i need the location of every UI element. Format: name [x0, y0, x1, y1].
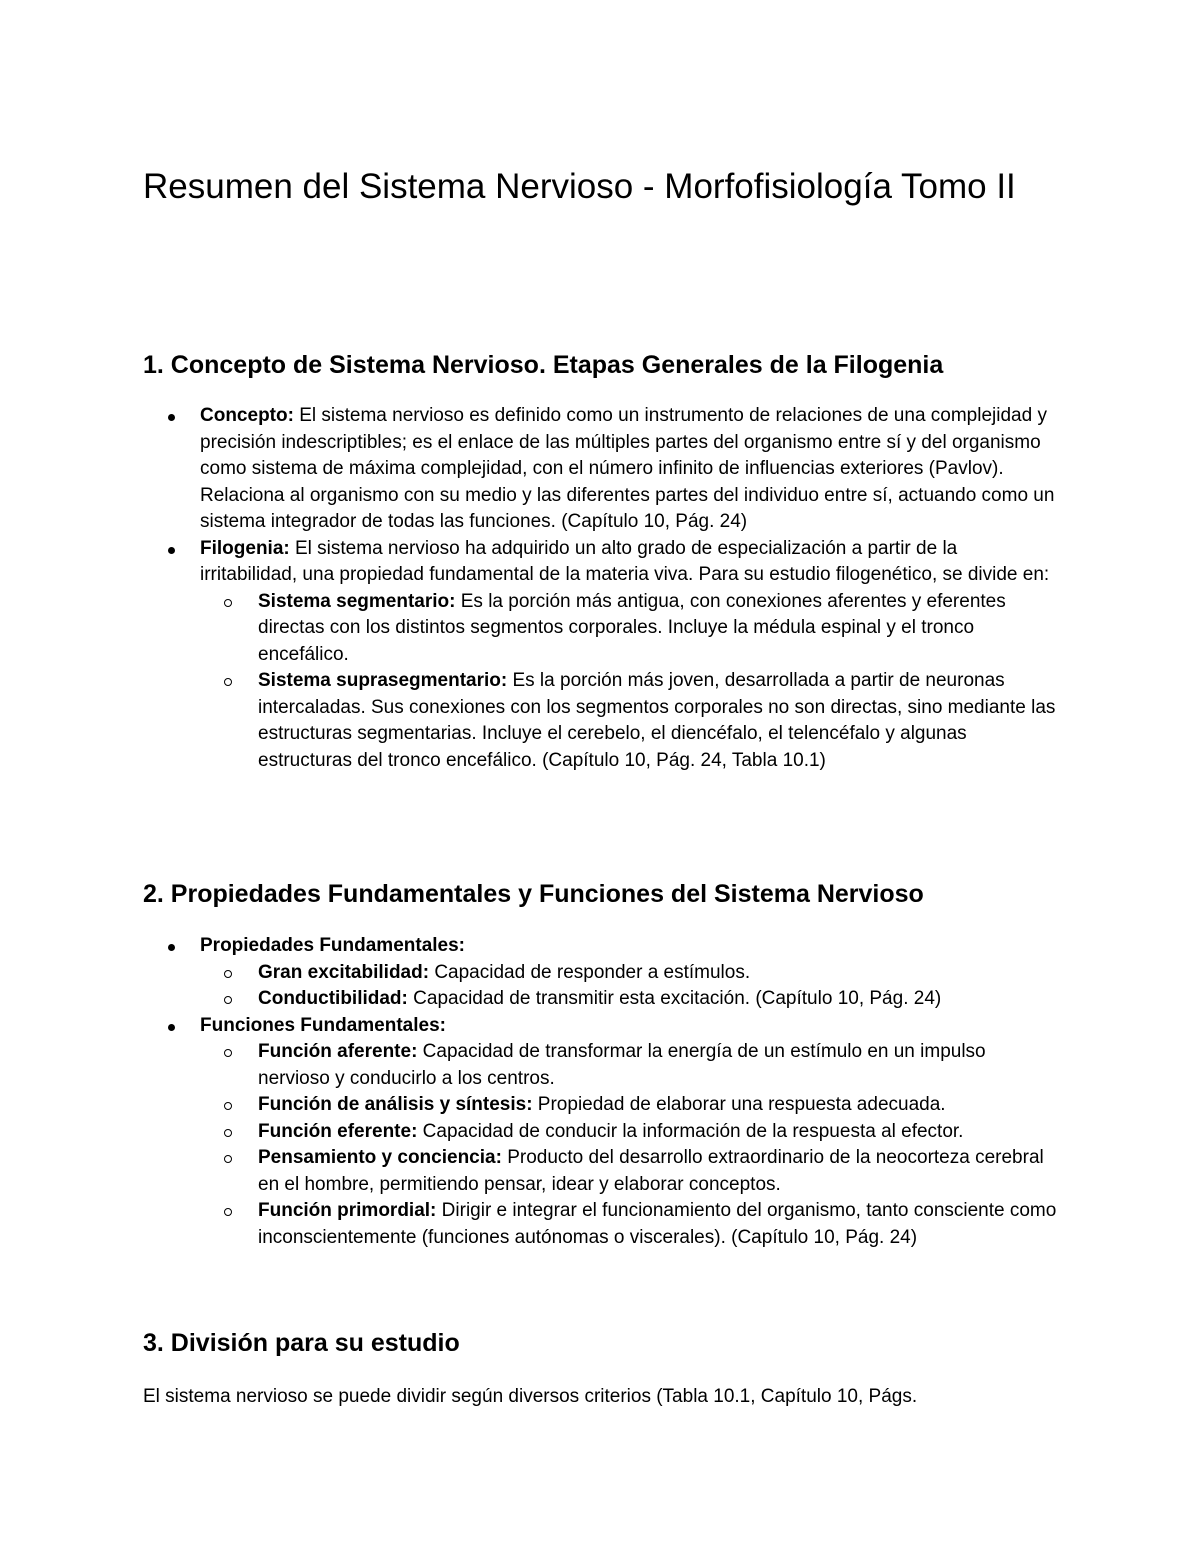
- list-item-concepto: [143, 403, 1058, 536]
- item-text: Es la porción más antigua, con conexiones aferentes y eferentes directas con los distintos segmentos corporales. Incluye la médula espinal y el tronco encefálico.: [258, 590, 1006, 665]
- filled-bullet-icon: [168, 547, 175, 554]
- hollow-bullet-icon: [224, 1129, 232, 1137]
- list-item-filogenia: [143, 536, 1058, 775]
- hollow-bullet-icon: [224, 1049, 232, 1057]
- item-label: Conductibilidad:: [258, 988, 408, 1009]
- hollow-bullet-icon: [224, 1102, 232, 1110]
- item-label: Función aferente:: [258, 1041, 418, 1062]
- item-label: Gran excitabilidad:: [258, 961, 430, 983]
- item-text: Capacidad de responder a estímulos.: [429, 961, 751, 983]
- item-label: Funciones Fundamentales:: [200, 1014, 446, 1036]
- item-label: Función eferente:: [258, 1120, 418, 1142]
- item-label: Función de análisis y síntesis:: [258, 1094, 533, 1115]
- subitem-pensamiento-conciencia: [200, 1145, 1058, 1198]
- list-item-funciones: [143, 1013, 1058, 1252]
- subitem-sistema-segmentario: [200, 589, 1058, 669]
- item-text: Capacidad de conducir la información de la respuesta al efector.: [417, 1120, 964, 1142]
- subitem-sistema-suprasegmentario: [200, 668, 1058, 774]
- subitem-funcion-analisis-sintesis: [200, 1092, 1058, 1119]
- section-1-list: [143, 403, 1058, 774]
- item-text: Capacidad de transformar la energía de un estímulo en un impulso nervioso y conducirlo a los centros.: [258, 1041, 986, 1089]
- sublist-filogenia: [200, 589, 1058, 775]
- item-label: Concepto:: [200, 405, 294, 426]
- filled-bullet-icon: [168, 944, 175, 951]
- section-2-heading: 2. Propiedades Fundamentales y Funciones del Sistema Nervioso: [143, 880, 924, 908]
- section-2-list: [143, 933, 1058, 1251]
- hollow-bullet-icon: [224, 1155, 232, 1163]
- list-item-propiedades: [143, 933, 1058, 1013]
- section-3-heading: 3. División para su estudio: [143, 1329, 460, 1357]
- item-text: Capacidad de transmitir esta excitación. (Capítulo 10, Pág. 24): [407, 988, 942, 1009]
- item-label: Función primordial:: [258, 1200, 437, 1221]
- hollow-bullet-icon: [224, 996, 232, 1004]
- item-label: Filogenia:: [200, 537, 290, 559]
- subitem-funcion-aferente: [200, 1039, 1058, 1092]
- document-title: Resumen del Sistema Nervioso - Morfofisiología Tomo II: [143, 167, 1016, 206]
- sublist-funciones: [200, 1039, 1058, 1251]
- item-label: Sistema suprasegmentario:: [258, 670, 508, 691]
- item-label: Pensamiento y conciencia:: [258, 1147, 502, 1168]
- item-text: Es la porción más joven, desarrollada a partir de neuronas intercaladas. Sus conexiones con los segmentos corporales no son directas, sino mediante las estructuras segmentarias. Incluye el cerebelo, el diencéfalo, el telencéfalo y algunas estructuras del tronco encefálico. (Capítulo 10, Pág. 24, Tabla 10.1): [258, 670, 1056, 771]
- item-label: Propiedades Fundamentales:: [200, 935, 466, 956]
- item-text: El sistema nervioso ha adquirido un alto grado de especialización a partir de la irritabilidad, una propiedad fundamental de la materia viva. Para su estudio filogenético, se divide en:: [200, 537, 1050, 585]
- item-label: Sistema segmentario:: [258, 590, 456, 612]
- subitem-funcion-eferente: [200, 1119, 1058, 1146]
- hollow-bullet-icon: [224, 599, 232, 607]
- item-text: Dirigir e integrar el funcionamiento del organismo, tanto consciente como inconscientemente (funciones autónomas o viscerales). (Capítulo 10, Pág. 24): [258, 1200, 1057, 1248]
- subitem-conductibilidad: [200, 986, 1058, 1013]
- hollow-bullet-icon: [224, 970, 232, 978]
- item-text: Producto del desarrollo extraordinario de la neocorteza cerebral en el hombre, permitiendo pensar, idear y elaborar conceptos.: [258, 1147, 1044, 1195]
- item-text: El sistema nervioso es definido como un instrumento de relaciones de una complejidad y precisión indescriptibles; es el enlace de las múltiples partes del organismo entre sí y del organismo como sistema de máxima complejidad, con el número infinito de influencias exteriores (Pavlov). Relaciona al organismo con su medio y las diferentes partes del individuo entre sí, actuando como un sistema integrador de todas las funciones. (Capítulo 10, Pág. 24): [200, 405, 1055, 532]
- item-text: Propiedad de elaborar una respuesta adecuada.: [532, 1094, 946, 1115]
- section-1-heading: 1. Concepto de Sistema Nervioso. Etapas Generales de la Filogenia: [143, 351, 944, 379]
- subitem-funcion-primordial: [200, 1198, 1058, 1251]
- sublist-propiedades: [200, 960, 1058, 1013]
- hollow-bullet-icon: [224, 678, 232, 686]
- section-3-paragraph: El sistema nervioso se puede dividir según diversos criterios (Tabla 10.1, Capítulo 10, Págs.: [143, 1386, 918, 1407]
- filled-bullet-icon: [168, 1024, 175, 1031]
- hollow-bullet-icon: [224, 1208, 232, 1216]
- subitem-gran-excitabilidad: [200, 960, 1058, 987]
- filled-bullet-icon: [168, 414, 175, 421]
